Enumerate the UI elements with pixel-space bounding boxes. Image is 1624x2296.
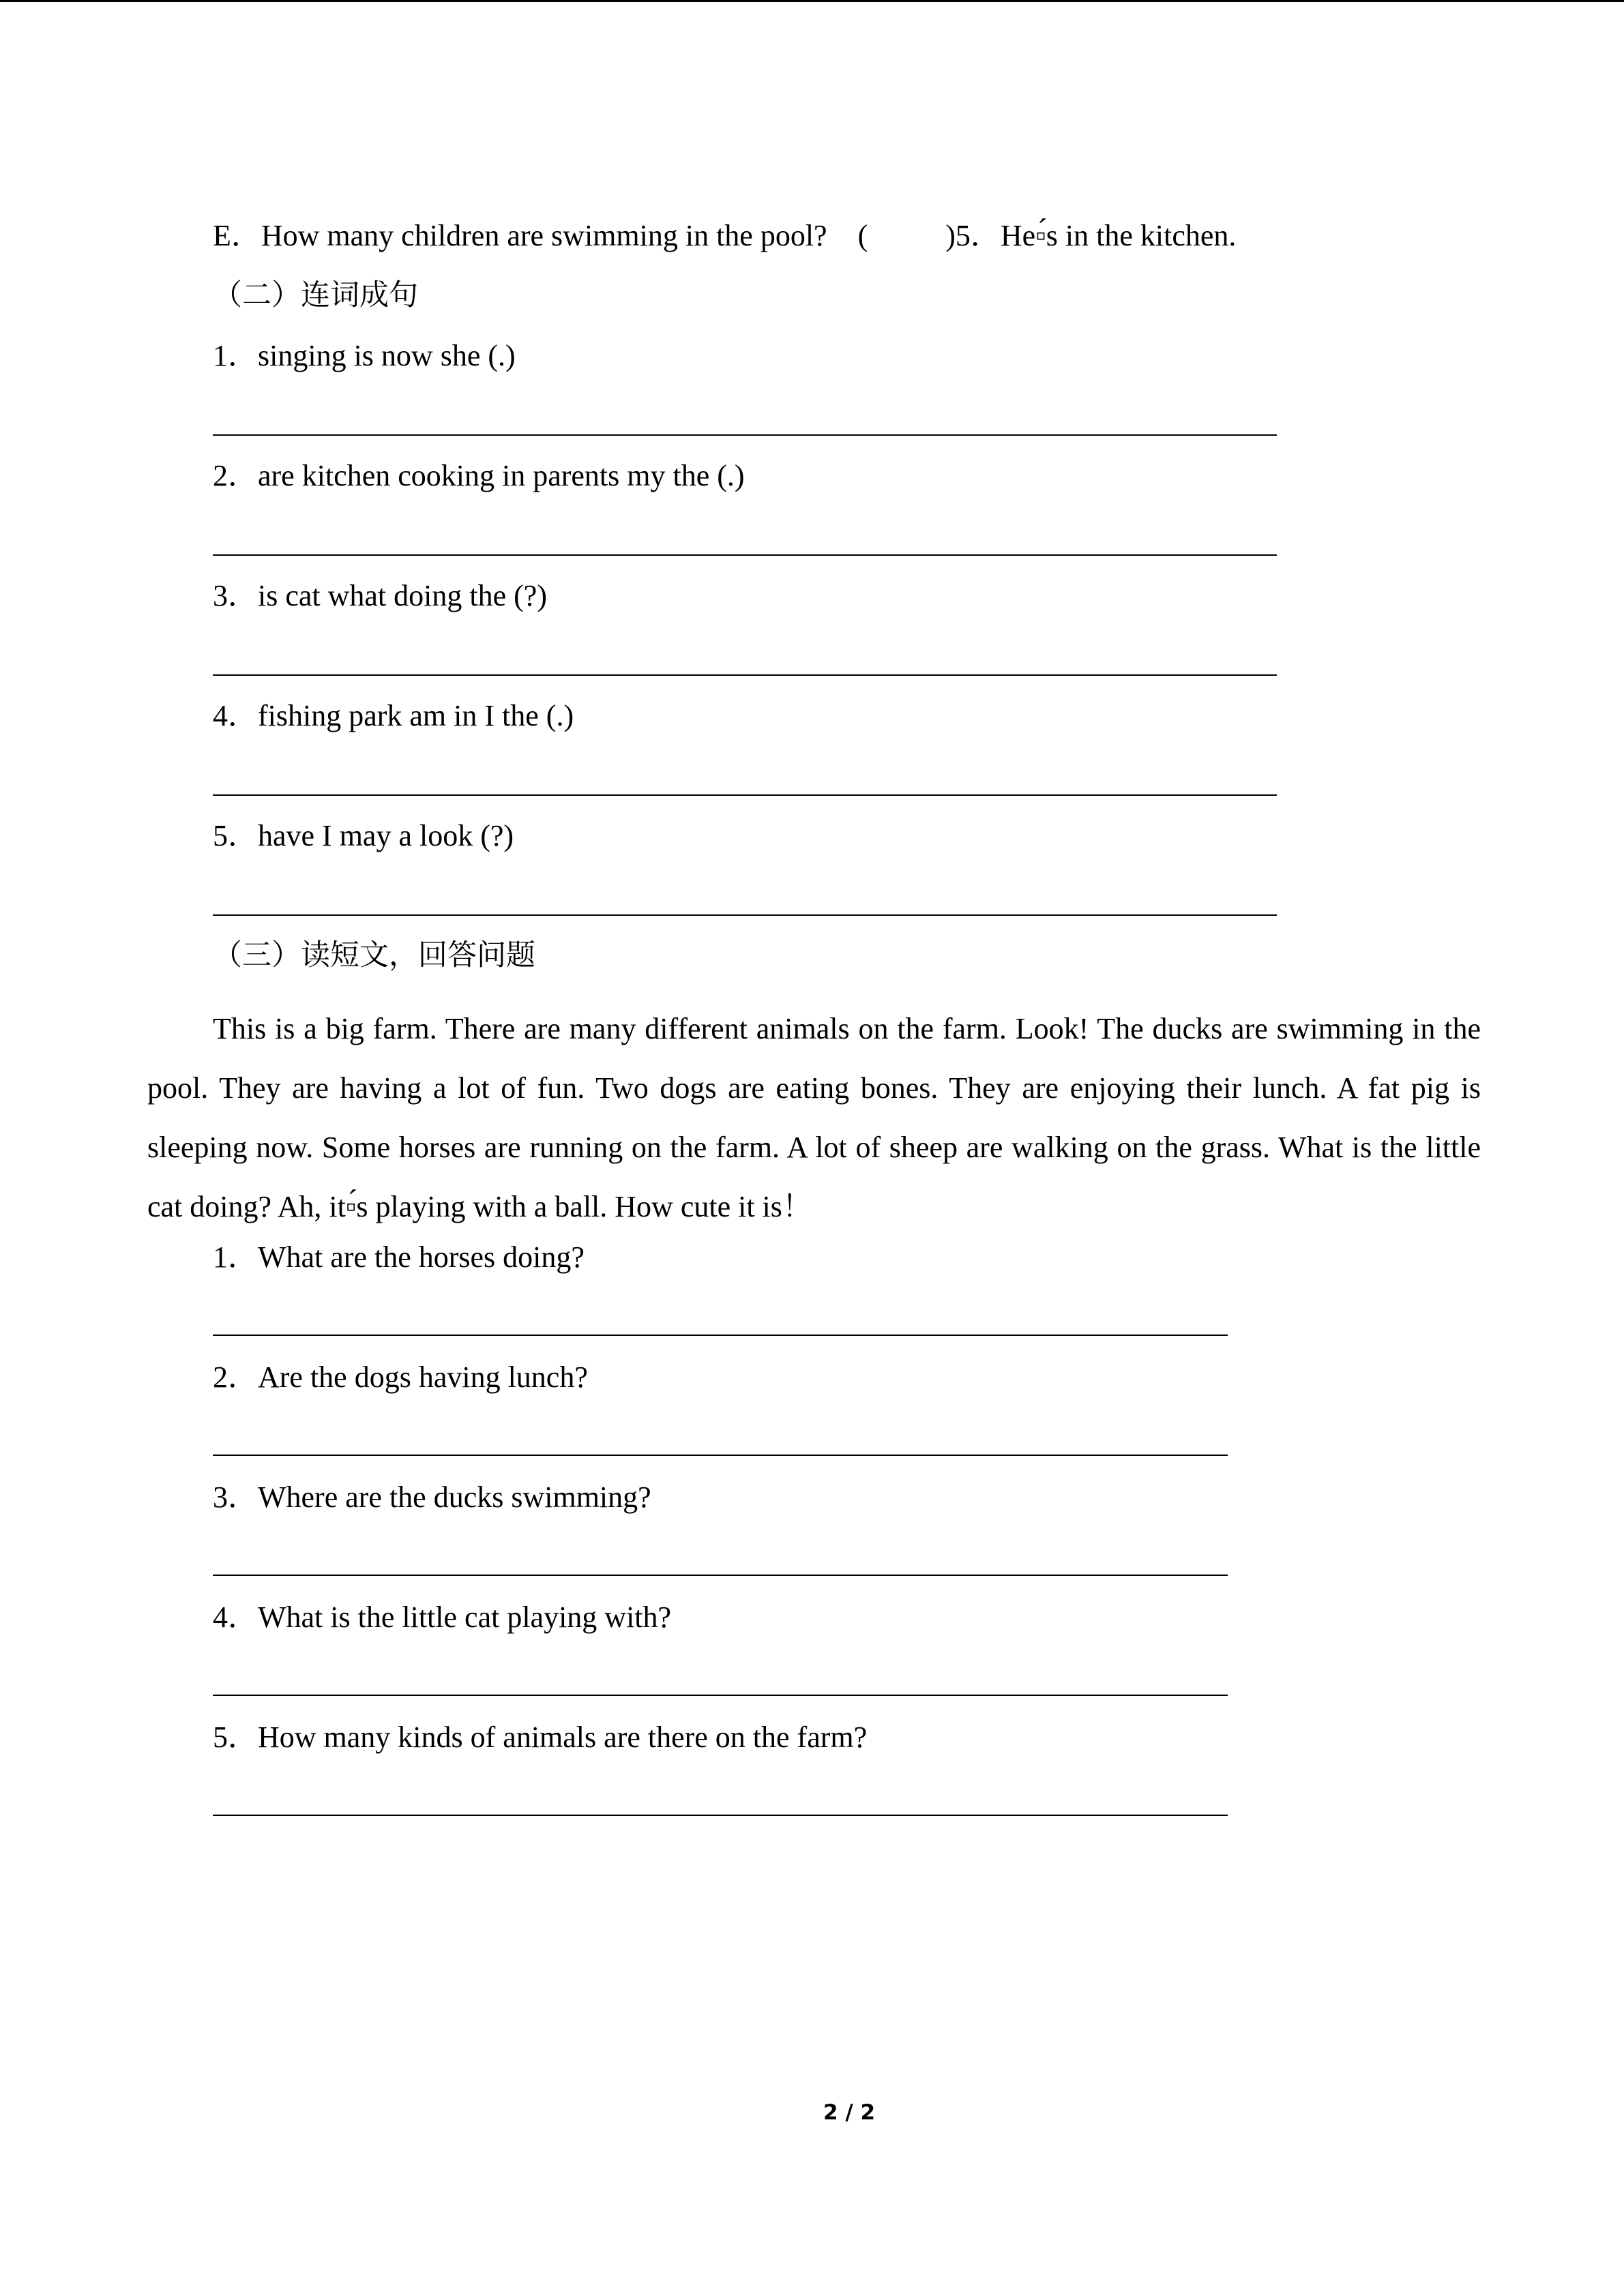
answer-line-question-4[interactable] [213,1695,1228,1696]
answer-paren-open: ( [857,219,868,252]
section2-heading: （二）连词成句 [213,278,418,312]
reorder-item-4: 4．fishing park am in I the (.) [213,699,574,732]
question-1: 1．What are the horses doing? [213,1240,585,1274]
answer-line-reorder-1[interactable] [213,434,1277,436]
page-top-border [0,0,1624,2]
answer-line-question-3[interactable] [213,1575,1228,1576]
question-5: 5．How many kinds of animals are there on the farm? [213,1720,868,1754]
answer-line-reorder-5[interactable] [213,914,1277,916]
reorder-item-3: 3．is cat what doing the (?) [213,579,547,612]
reorder-item-5: 5．have I may a look (?) [213,819,514,852]
question-3: 3．Where are the ducks swimming? [213,1480,651,1514]
answer-line-question-5[interactable] [213,1815,1228,1816]
question-2: 2．Are the dogs having lunch? [213,1360,588,1394]
match-line-e [213,217,1236,255]
answer-line-question-1[interactable] [213,1335,1228,1336]
reorder-item-2: 2．are kitchen cooking in parents my the (.) [213,459,745,492]
answer-line-reorder-2[interactable] [213,554,1277,556]
answer-line-reorder-3[interactable] [213,674,1277,676]
match-answer-5: )5．He▫́s in the kitchen. [945,219,1237,252]
reorder-item-1: 1．singing is now she (.) [213,339,516,372]
answer-line-question-2[interactable] [213,1455,1228,1456]
match-question-e: E．How many children are swimming in the pool? [213,219,827,252]
answer-line-reorder-4[interactable] [213,794,1277,796]
page-number: 2 / 2 [823,2100,876,2125]
question-4: 4．What is the little cat playing with? [213,1600,672,1634]
section3-heading: （三）读短文，回答问题 [213,938,535,972]
reading-passage: This is a big farm. There are many different animals on the farm. Look! The ducks are swimming in the pool. They are having a lot of fun. Two dogs are eating bones. They are enjoying their lunch. A fat pig is sleeping now. Some horses are running on the farm. A lot of sheep are walking on the grass. What is the little cat doing? Ah, it▫́s playing with a ball. How cute it is！ [147,1012,1481,1223]
